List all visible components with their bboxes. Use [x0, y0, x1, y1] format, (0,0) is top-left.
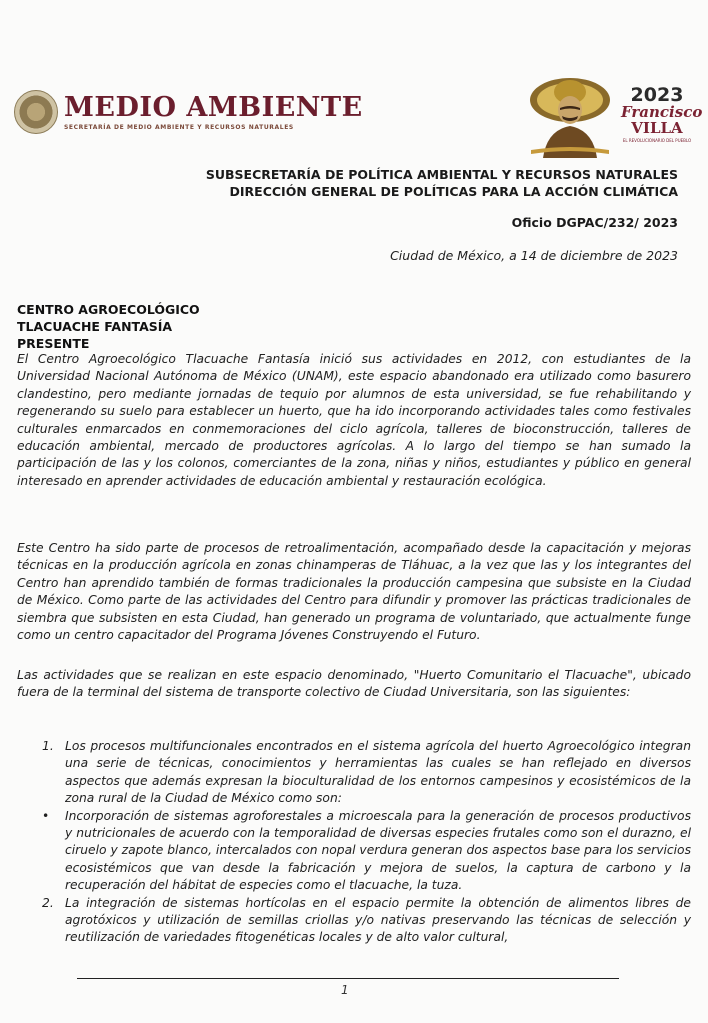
semarnat-brand [64, 91, 363, 131]
mexico-coat-of-arms-seal-icon [14, 90, 58, 134]
list-item-text: La integración de sistemas hortícolas en el espacio permite la obtención de alimentos libres de agrotóxicos y utilización de semillas criollas y/o nativas preservando las técnicas de selección y reutilización de variedades fitogenéticas locales y de alto valor cultural, [65, 895, 691, 945]
logo-surname: VILLA [631, 119, 683, 137]
document-date: Ciudad de México, a 14 de diciembre de 2023 [390, 248, 678, 263]
activities-list [17, 738, 691, 947]
list-item [17, 738, 691, 808]
logo-year: 2023 [630, 84, 684, 106]
body-paragraph-1: El Centro Agroecológico Tlacuache Fantasía inició sus actividades en 2012, con estudiantes de la Universidad Nacional Autónoma de México (UNAM), este espacio abandonado era utilizado como basurero clandestino, pero mediante jornadas de tequio por alumnos de esta universidad, se fue rehabilitando y regenerando su suelo para establecer un huerto, que ha ido incorporando actividades tales como festivales culturales enmarcados en conmemoraciones del ciclo agrícola, talleres de bioconstrucción, talleres de educación ambiental, mercado de productores agrícolas. A lo largo del tiempo se han sumado la participación de las y los colonos, comerciantes de la zona, niñas y niños, estudiantes y público en general interesado en aprender actividades de educación ambiental y restauración ecológica. [17, 352, 691, 488]
list-item [17, 808, 691, 895]
page-number: 1 [341, 983, 349, 997]
list-item-text: Los procesos multifuncionales encontrados en el sistema agrícola del huerto Agroecológico integran una serie de técnicas, conocimientos y herramientas las cuales se han reflejado en diversos aspectos que además expresan la bioculturalidad de los entornos campesinos y ecosistémicos de la zona rural de la Ciudad de México como son: [65, 739, 691, 806]
list-marker: 1. [42, 739, 54, 753]
brand-subtitle: SECRETARÍA DE MEDIO AMBIENTE Y RECURSOS NATURALES [64, 123, 294, 131]
body-paragraph-2: Este Centro ha sido parte de procesos de retroalimentación, acompañado desde la capacitación y mejoras técnicas en la producción agrícola en zonas chinamperas de Tláhuac, a la vez que las y los integrantes del Centro han aprendido también de formas tradicionales la producción campesina que subsiste en la Ciudad de México. Como parte de las actividades del Centro para difundir y promover las prácticas tradicionales de siembra que subsisten en esta Ciudad, han generado un programa de voluntariado, que actualmente funge como un centro capacitador del Programa Jóvenes Construyendo el Futuro. [17, 541, 691, 643]
body-paragraph-3: Las actividades que se realizan en este espacio denominado, "Huerto Comunitario el Tlacuache", ubicado fuera de la terminal del sistema de transporte colectivo de Ciudad Universitaria, son las siguientes: [17, 668, 691, 700]
recipient-line-2: TLACUACHE FANTASÍA [17, 319, 173, 334]
logo-tagline: EL REVOLUCIONARIO DEL PUEBLO [622, 138, 692, 143]
issuing-office-heading [206, 166, 678, 200]
logo-name: Francisco [621, 103, 703, 121]
francisco-villa-2023-logo [525, 72, 703, 160]
brand-title: MEDIO AMBIENTE [64, 91, 363, 123]
recipient-line-1: CENTRO AGROECOLÓGICO [17, 302, 200, 317]
recipient-block [17, 301, 200, 352]
semarnat-logo [14, 90, 363, 134]
subsecretaria-line: SUBSECRETARÍA DE POLÍTICA AMBIENTAL Y RECURSOS NATURALES [205, 167, 678, 182]
villa-logo-text [621, 84, 703, 143]
footer-divider [77, 978, 619, 979]
recipient-line-3: PRESENTE [17, 336, 90, 351]
oficio-number: Oficio DGPAC/232/ 2023 [511, 215, 678, 230]
list-item-text: Incorporación de sistemas agroforestales a microescala para la generación de procesos productivos y nutricionales de acuerdo con la temporalidad de diversas especies frutales como son el durazno, el ciruelo y zapote blanco, intercalados con nopal verdura generan dos aspectos base para los servicios ecosistémicos que van desde la fabricación y mejora de suelos, la captura de carbono y la recuperación del hábitat de especies como el tlacuache, la tuza. [65, 808, 691, 893]
bullet-icon: • [42, 808, 50, 823]
francisco-villa-portrait-icon [527, 74, 613, 158]
list-item [17, 895, 691, 947]
direccion-line: DIRECCIÓN GENERAL DE POLÍTICAS PARA LA ACCIÓN CLIMÁTICA [229, 184, 678, 199]
list-marker: 2. [42, 895, 54, 910]
